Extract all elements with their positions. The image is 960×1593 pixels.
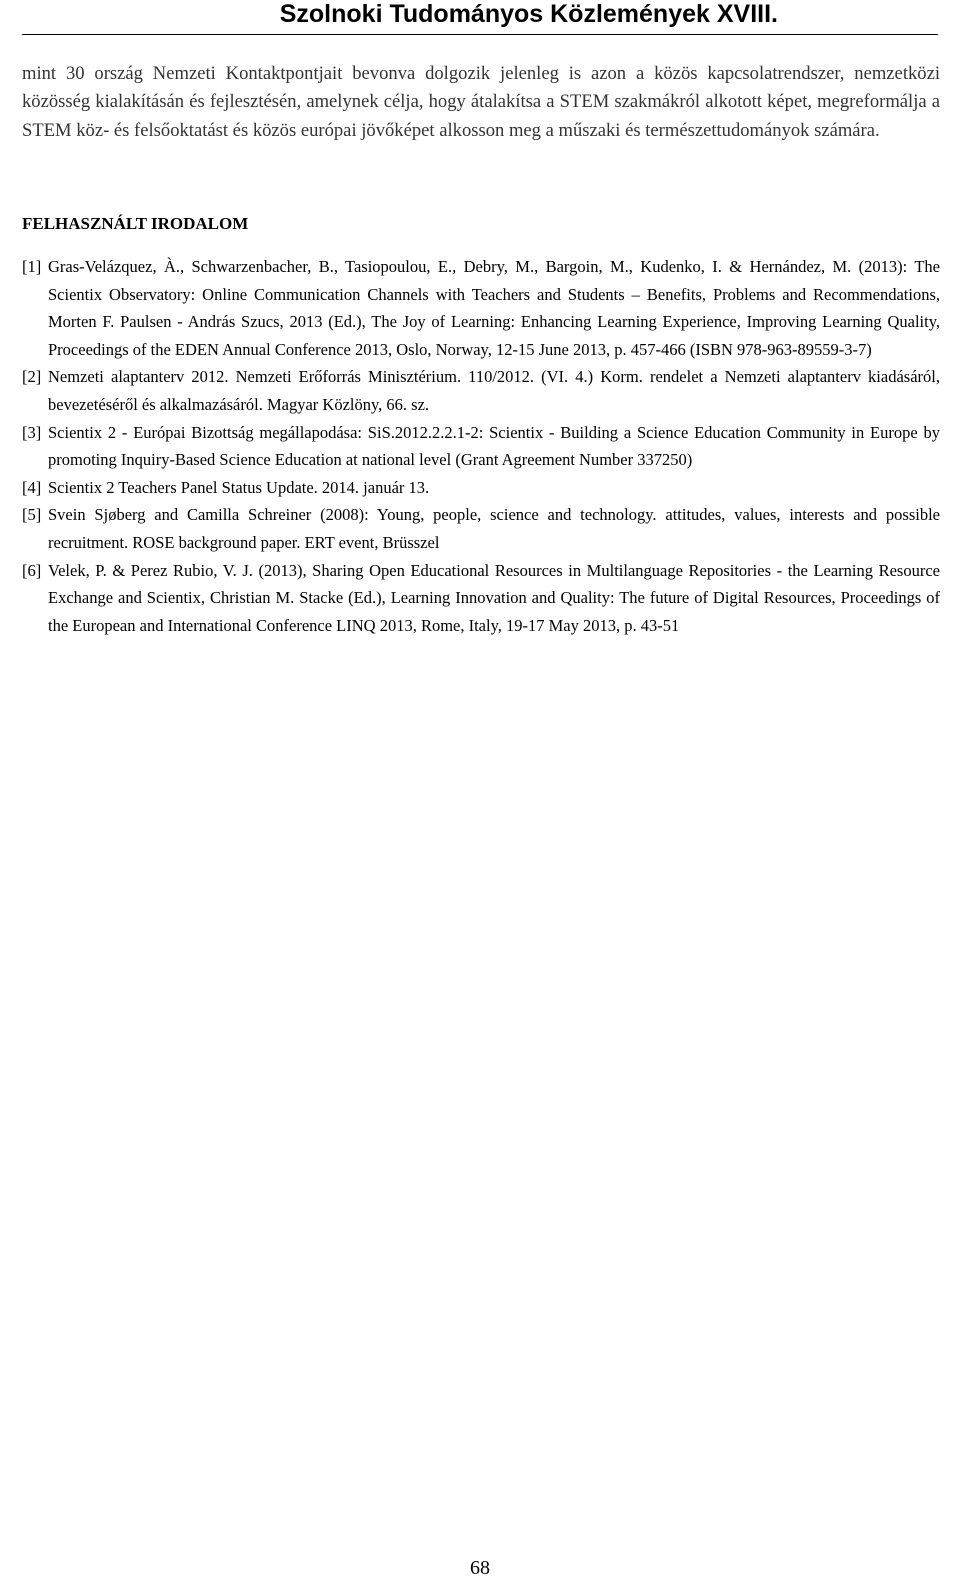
body-paragraph: mint 30 ország Nemzeti Kontaktpontjait bevonva dolgozik jelenleg is azon a közös kapcsolatrendszer, nemzetközi közösség kialakításán és fejlesztésén, amelynek célja, hogy átalakítsa a STEM szakmákról alkotott képet, megreformálja a STEM köz- és felsőoktatást és közös európai jövőképet alkosson meg a műszaki és természettudományok számára. <box>22 63 940 141</box>
reference-item <box>22 557 940 640</box>
reference-number: [5] <box>22 505 42 525</box>
journal-title: Szolnoki Tudományos Közlemények XVIII. <box>279 0 778 28</box>
reference-text: Velek, P. & Perez Rubio, V. J. (2013), Sharing Open Educational Resources in Multilanguage Repositories - the Learning Resource Exchange and Scientix, Christian M. Stacke (Ed.), Learning Innovation and Quality: The future of Digital Resources, Proceedings of the European and International Conference LINQ 2013, Rome, Italy, 19-17 May 2013, p. 43-51 <box>48 560 940 635</box>
reference-item <box>22 363 940 418</box>
reference-text: Gras-Velázquez, À., Schwarzenbacher, B., Tasiopoulou, E., Debry, M., Bargoin, M., Kudenko, I. & Hernández, M. (2013): The Scientix Observatory: Online Communication Channels with Teachers and Students – Benefits, Problems and Recommendations, Morten F. Paulsen - András Szucs, 2013 (Ed.), The Joy of Learning: Enhancing Learning Experience, Improving Learning Quality, Proceedings of the EDEN Annual Conference 2013, Oslo, Norway, 12-15 June 2013, p. 457-466 (ISBN 978-963-89559-3-7) <box>48 257 940 359</box>
reference-number: [2] <box>22 367 42 387</box>
reference-item <box>22 501 940 556</box>
reference-number: [3] <box>22 422 42 442</box>
running-header <box>0 0 960 38</box>
page-number: 68 <box>470 1557 490 1579</box>
header-divider <box>22 34 938 35</box>
reference-text: Nemzeti alaptanterv 2012. Nemzeti Erőforrás Minisztérium. 110/2012. (VI. 4.) Korm. rendelet a Nemzeti alaptanterv kiadásáról, bevezetéséről és alkalmazásáról. Magyar Közlöny, 66. sz. <box>48 367 940 414</box>
reference-number: [4] <box>22 477 42 497</box>
reference-text: Scientix 2 - Európai Bizottság megállapodása: SiS.2012.2.2.1-2: Scientix - Building a Science Education Community in Europe by promoting Inquiry-Based Science Education at national level (Grant Agreement Number 337250) <box>48 422 940 470</box>
reference-item <box>22 253 940 363</box>
reference-text: Svein Sjøberg and Camilla Schreiner (2008): Young, people, science and technology. attitudes, values, interests and possible recruitment. ROSE background paper. ERT event, Brüsszel <box>48 505 940 552</box>
reference-list <box>22 253 940 639</box>
reference-item <box>22 419 940 474</box>
reference-number: [6] <box>22 560 42 580</box>
reference-number: [1] <box>22 257 42 276</box>
reference-item <box>22 474 940 502</box>
references-heading: FELHASZNÁLT IRODALOM <box>22 214 249 233</box>
reference-text: Scientix 2 Teachers Panel Status Update. 2014. január 13. <box>48 477 430 497</box>
